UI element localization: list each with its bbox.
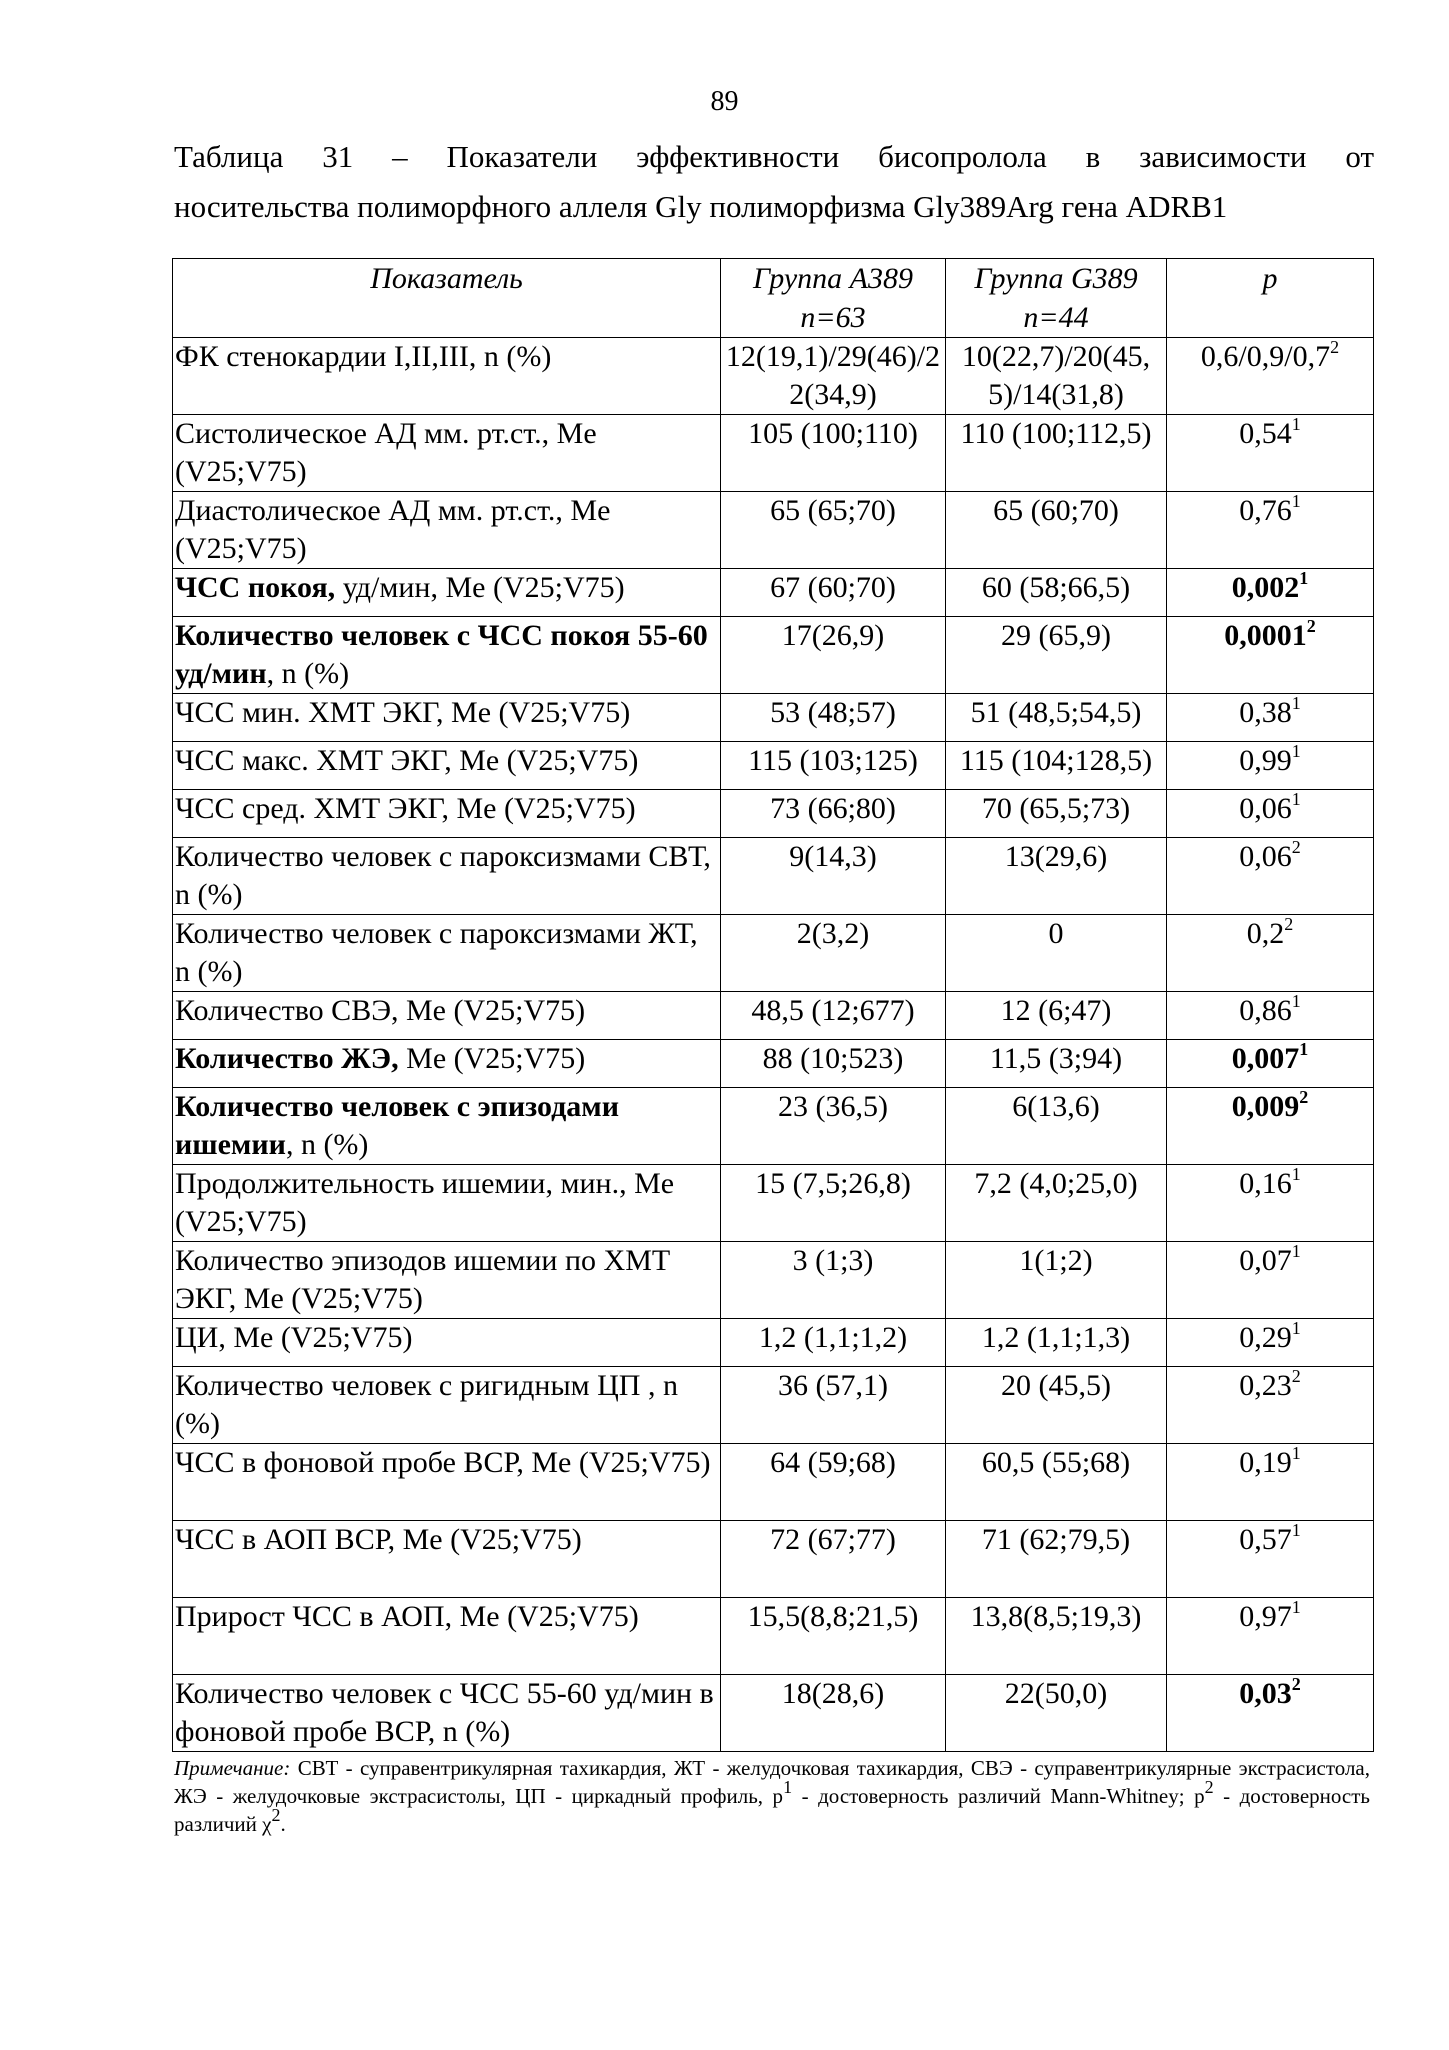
cell-indicator	[173, 992, 721, 1040]
cell-indicator	[173, 915, 721, 992]
cell-group-a: 9(14,3)	[721, 838, 946, 915]
cell-indicator	[173, 569, 721, 617]
cell-p-sup: 2	[1291, 837, 1301, 857]
table-row	[173, 617, 1374, 694]
caption-line-1: Таблица 31 – Показатели эффективности бисопролола в зависимости от	[174, 139, 1374, 174]
cell-p	[1167, 1088, 1374, 1165]
table-row	[173, 569, 1374, 617]
cell-p	[1167, 338, 1374, 415]
cell-p	[1167, 1598, 1374, 1675]
table-row	[173, 415, 1374, 492]
cell-group-a: 17(26,9)	[721, 617, 946, 694]
cell-indicator	[173, 1598, 721, 1675]
cell-p	[1167, 617, 1374, 694]
table-body	[173, 338, 1374, 1752]
table-row	[173, 1367, 1374, 1444]
cell-indicator-label: ЧСС в АОП ВСР, Me (V25;V75)	[175, 1523, 582, 1556]
note-sup-3: 2	[271, 1805, 281, 1825]
cell-indicator-label: ЧСС макс. ХМТ ЭКГ, Me (V25;V75)	[175, 744, 639, 777]
table-row	[173, 338, 1374, 415]
cell-indicator	[173, 1319, 721, 1367]
cell-p-sup: 1	[1299, 1039, 1309, 1059]
cell-indicator-label: ЦИ, Me (V25;V75)	[175, 1321, 413, 1354]
cell-p-sup: 1	[1291, 693, 1301, 713]
cell-indicator-label: Продолжительность ишемии, мин., Me (V25;V75)	[175, 1167, 675, 1238]
cell-p-sup: 1	[1291, 1520, 1301, 1540]
cell-p-value: 0,76	[1239, 494, 1292, 527]
cell-p-sup: 1	[1291, 414, 1301, 434]
cell-p	[1167, 838, 1374, 915]
cell-p-sup: 2	[1299, 1087, 1309, 1107]
table-caption	[174, 132, 1374, 232]
cell-p-value: 0,99	[1239, 744, 1292, 777]
cell-p-sup: 2	[1291, 1674, 1301, 1694]
cell-p	[1167, 569, 1374, 617]
table-row	[173, 1444, 1374, 1521]
cell-p	[1167, 1319, 1374, 1367]
header-group-a-n: n=63	[800, 301, 866, 334]
cell-p-value: 0,38	[1239, 696, 1292, 729]
cell-p-value: 0,29	[1239, 1321, 1292, 1354]
cell-indicator-label: Диастолическое АД мм. рт.ст., Me (V25;V75)	[175, 494, 611, 565]
cell-group-g: 12 (6;47)	[946, 992, 1167, 1040]
cell-p-value: 0,6/0,9/0,7	[1200, 340, 1331, 373]
cell-p-sup: 1	[1291, 1318, 1301, 1338]
cell-group-g: 11,5 (3;94)	[946, 1040, 1167, 1088]
cell-p-value: 0,57	[1239, 1523, 1292, 1556]
cell-group-a: 12(19,1)/29(46)/22(34,9)	[721, 338, 946, 415]
cell-group-a: 15,5(8,8;21,5)	[721, 1598, 946, 1675]
cell-indicator-label: Количество эпизодов ишемии по ХМТ ЭКГ, Me (V25;V75)	[175, 1244, 671, 1315]
cell-group-g: 115 (104;128,5)	[946, 742, 1167, 790]
cell-group-a: 72 (67;77)	[721, 1521, 946, 1598]
cell-group-g: 10(22,7)/20(45,5)/14(31,8)	[946, 338, 1167, 415]
cell-p-value: 0,97	[1239, 1600, 1292, 1633]
cell-group-g: 71 (62;79,5)	[946, 1521, 1167, 1598]
cell-indicator-label: , n (%)	[285, 1128, 369, 1161]
cell-p-value: 0,23	[1239, 1369, 1292, 1402]
cell-group-g: 110 (100;112,5)	[946, 415, 1167, 492]
note-text: СВТ - суправентрикулярная тахикардия, ЖТ - желудочковая тахикардия, СВЭ - суправентрикулярные экстрасистола, ЖЭ - желудочковые экстрасистолы, ЦП - циркадный профиль, p	[174, 1756, 1370, 1808]
cell-group-g: 22(50,0)	[946, 1675, 1167, 1752]
cell-p-sup: 2	[1291, 1366, 1301, 1386]
cell-group-g: 13(29,6)	[946, 838, 1167, 915]
cell-group-g: 20 (45,5)	[946, 1367, 1167, 1444]
table-row	[173, 790, 1374, 838]
cell-p-value: 0,009	[1231, 1090, 1300, 1123]
cell-indicator-label: , n (%)	[266, 657, 350, 690]
cell-group-a: 65 (65;70)	[721, 492, 946, 569]
cell-indicator-label: Систолическое АД мм. рт.ст., Me (V25;V75)	[175, 417, 597, 488]
cell-p-sup: 1	[1291, 491, 1301, 511]
note-text-4: .	[280, 1812, 286, 1836]
note-text-2: - достоверность различий Mann-Whitney; p	[792, 1784, 1205, 1808]
cell-p-sup: 2	[1330, 337, 1340, 357]
table-row	[173, 1521, 1374, 1598]
cell-group-g: 7,2 (4,0;25,0)	[946, 1165, 1167, 1242]
cell-indicator-label: уд/мин, Me (V25;V75)	[335, 571, 625, 604]
cell-indicator	[173, 1521, 721, 1598]
cell-indicator-bold: Количество ЖЭ,	[175, 1042, 399, 1075]
cell-p-sup: 1	[1291, 789, 1301, 809]
cell-group-g: 60 (58;66,5)	[946, 569, 1167, 617]
table-row	[173, 1165, 1374, 1242]
note-sup-2: 2	[1204, 1777, 1214, 1797]
cell-p	[1167, 492, 1374, 569]
cell-p	[1167, 1521, 1374, 1598]
header-group-g-n: n=44	[1023, 301, 1089, 334]
cell-p-value: 0,07	[1239, 1244, 1292, 1277]
cell-group-g: 1,2 (1,1;1,3)	[946, 1319, 1167, 1367]
cell-indicator-label: ФК стенокардии I,II,III, n (%)	[175, 340, 552, 373]
table-row	[173, 1088, 1374, 1165]
cell-group-a: 64 (59;68)	[721, 1444, 946, 1521]
cell-p	[1167, 1242, 1374, 1319]
table-row	[173, 1675, 1374, 1752]
cell-group-a: 53 (48;57)	[721, 694, 946, 742]
cell-indicator-bold: Количество человек с ЧСС покоя 55-60 уд/мин	[175, 619, 708, 690]
table-row	[173, 915, 1374, 992]
cell-indicator	[173, 742, 721, 790]
cell-p	[1167, 790, 1374, 838]
cell-indicator-label: Количество человек с ригидным ЦП , n (%)	[175, 1369, 678, 1440]
cell-p-value: 0,06	[1239, 792, 1292, 825]
cell-p	[1167, 1165, 1374, 1242]
cell-indicator-label: Me (V25;V75)	[398, 1042, 586, 1075]
cell-group-a: 48,5 (12;677)	[721, 992, 946, 1040]
cell-p-value: 0,2	[1246, 917, 1285, 950]
cell-indicator-label: Количество человек с пароксизмами ЖТ, n (%)	[175, 917, 698, 988]
cell-p-sup: 1	[1291, 1443, 1301, 1463]
cell-p	[1167, 1040, 1374, 1088]
cell-p-value: 0,86	[1239, 994, 1292, 1027]
cell-group-a: 15 (7,5;26,8)	[721, 1165, 946, 1242]
cell-group-a: 115 (103;125)	[721, 742, 946, 790]
page-number: 89	[710, 86, 739, 117]
cell-p-value: 0,03	[1239, 1677, 1292, 1710]
cell-group-g: 6(13,6)	[946, 1088, 1167, 1165]
cell-group-a: 1,2 (1,1;1,2)	[721, 1319, 946, 1367]
cell-p-sup: 1	[1291, 1164, 1301, 1184]
note-label: Примечание:	[174, 1756, 291, 1780]
cell-p	[1167, 992, 1374, 1040]
header-indicator: Показатель	[173, 259, 721, 338]
cell-group-g: 60,5 (55;68)	[946, 1444, 1167, 1521]
cell-p	[1167, 1675, 1374, 1752]
table-row	[173, 1040, 1374, 1088]
cell-group-a: 88 (10;523)	[721, 1040, 946, 1088]
cell-indicator	[173, 1444, 721, 1521]
cell-group-a: 73 (66;80)	[721, 790, 946, 838]
cell-group-g: 65 (60;70)	[946, 492, 1167, 569]
cell-indicator-bold: ЧСС покоя,	[175, 571, 336, 604]
table-row	[173, 742, 1374, 790]
table-header-row	[173, 259, 1374, 338]
cell-p-sup: 1	[1291, 1597, 1301, 1617]
caption-line-2: носительства полиморфного аллеля Gly полиморфизма Gly389Arg гена ADRB1	[174, 189, 1228, 224]
cell-indicator	[173, 790, 721, 838]
table-row	[173, 1319, 1374, 1367]
cell-p	[1167, 415, 1374, 492]
cell-indicator-label: Количество СВЭ, Me (V25;V75)	[175, 994, 586, 1027]
cell-p-value: 0,54	[1239, 417, 1292, 450]
table-row	[173, 1242, 1374, 1319]
cell-group-g: 13,8(8,5;19,3)	[946, 1598, 1167, 1675]
table-note	[174, 1754, 1370, 1838]
cell-group-g: 29 (65,9)	[946, 617, 1167, 694]
cell-p-sup: 1	[1291, 741, 1301, 761]
cell-indicator-label: Прирост ЧСС в АОП, Me (V25;V75)	[175, 1600, 639, 1633]
cell-indicator	[173, 1088, 721, 1165]
cell-group-a: 2(3,2)	[721, 915, 946, 992]
header-group-a: Группа A389 n=63	[721, 259, 946, 338]
cell-p-value: 0,007	[1231, 1042, 1300, 1075]
cell-group-g: 0	[946, 915, 1167, 992]
cell-p	[1167, 1444, 1374, 1521]
cell-group-a: 23 (36,5)	[721, 1088, 946, 1165]
cell-indicator-label: Количество человек с ЧСС 55-60 уд/мин в фоновой пробе ВСР, n (%)	[175, 1677, 714, 1748]
cell-indicator	[173, 338, 721, 415]
table-row	[173, 992, 1374, 1040]
table-row	[173, 492, 1374, 569]
cell-group-a: 3 (1;3)	[721, 1242, 946, 1319]
cell-indicator	[173, 617, 721, 694]
cell-indicator	[173, 838, 721, 915]
cell-p	[1167, 915, 1374, 992]
cell-p-value: 0,19	[1239, 1446, 1292, 1479]
table-row	[173, 1598, 1374, 1675]
cell-indicator	[173, 1675, 721, 1752]
header-group-g: Группа G389 n=44	[946, 259, 1167, 338]
cell-indicator	[173, 1165, 721, 1242]
cell-indicator	[173, 415, 721, 492]
cell-group-g: 1(1;2)	[946, 1242, 1167, 1319]
table-row	[173, 838, 1374, 915]
note-sup-1: 1	[783, 1777, 793, 1797]
cell-p-value: 0,06	[1239, 840, 1292, 873]
cell-p-sup: 1	[1291, 991, 1301, 1011]
cell-group-a: 18(28,6)	[721, 1675, 946, 1752]
cell-p-sup: 2	[1306, 616, 1316, 636]
data-table	[172, 258, 1374, 1752]
cell-p	[1167, 694, 1374, 742]
cell-indicator	[173, 1242, 721, 1319]
header-p: p	[1167, 259, 1374, 338]
cell-indicator	[173, 694, 721, 742]
cell-indicator-label: ЧСС сред. ХМТ ЭКГ, Me (V25;V75)	[175, 792, 636, 825]
cell-group-a: 105 (100;110)	[721, 415, 946, 492]
cell-indicator-label: ЧСС в фоновой пробе ВСР, Me (V25;V75)	[175, 1446, 711, 1479]
cell-p-sup: 1	[1299, 568, 1309, 588]
cell-indicator	[173, 1040, 721, 1088]
cell-p-sup: 2	[1284, 914, 1294, 934]
cell-p-value: 0,16	[1239, 1167, 1292, 1200]
cell-p	[1167, 1367, 1374, 1444]
cell-indicator	[173, 1367, 721, 1444]
cell-indicator-bold: Количество человек с эпизодами ишемии	[175, 1090, 620, 1161]
cell-group-g: 70 (65,5;73)	[946, 790, 1167, 838]
cell-group-a: 67 (60;70)	[721, 569, 946, 617]
cell-group-a: 36 (57,1)	[721, 1367, 946, 1444]
cell-p-sup: 1	[1291, 1241, 1301, 1261]
cell-p-value: 0,002	[1231, 571, 1300, 604]
cell-p	[1167, 742, 1374, 790]
cell-indicator	[173, 492, 721, 569]
cell-p-value: 0,0001	[1224, 619, 1307, 652]
cell-group-g: 51 (48,5;54,5)	[946, 694, 1167, 742]
table-row	[173, 694, 1374, 742]
cell-indicator-label: Количество человек с пароксизмами СВТ, n (%)	[175, 840, 711, 911]
note-text-3: - достоверность различий χ	[174, 1784, 1371, 1836]
cell-indicator-label: ЧСС мин. ХМТ ЭКГ, Me (V25;V75)	[175, 696, 631, 729]
